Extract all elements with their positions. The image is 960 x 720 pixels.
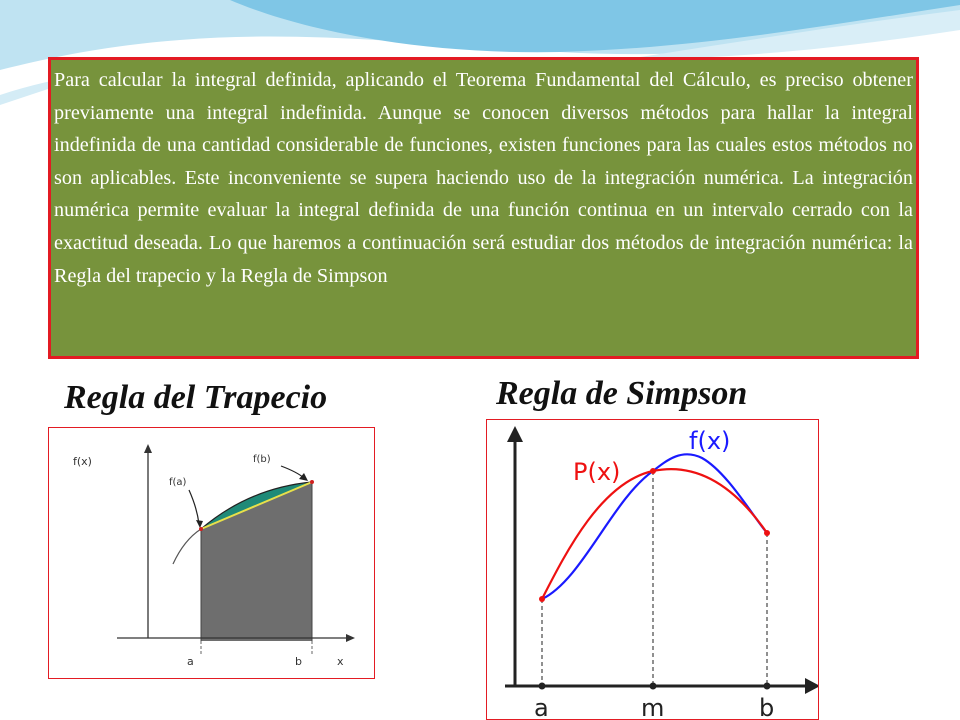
tick-b <box>764 683 771 690</box>
y-axis-arrow <box>507 426 523 442</box>
b-label: b <box>295 655 302 668</box>
trapezoid-diagram <box>49 428 375 679</box>
tick-m <box>650 683 657 690</box>
tick-a <box>539 683 546 690</box>
point-fa <box>199 527 203 531</box>
point-a <box>539 596 545 602</box>
a-label: a <box>187 655 194 668</box>
simpson-rule-figure <box>486 419 819 720</box>
fb-label: f(b) <box>253 454 271 465</box>
trapezoid-rule-figure <box>48 427 375 679</box>
fa-pointer-head <box>196 520 203 528</box>
p-label: P(x) <box>573 458 621 486</box>
trapezoid-rule-heading: Regla del Trapecio <box>64 379 328 416</box>
b-label: b <box>759 694 775 720</box>
fb-pointer-head <box>299 473 308 481</box>
intro-text-box <box>48 57 919 359</box>
fa-label: f(a) <box>169 477 187 488</box>
intro-paragraph: Para calcular la integral definida, aplicando el Teorema Fundamental del Cálculo, es preciso obtener previamente una integral indefinida. Aunque se conocen diversos métodos para hallar la integral indefinida de una cantidad considerable de funciones, existen funciones para las cuales estos métodos no son aplicables. Este inconveniente se supera haciendo uso de la integración numérica. La integración numérica permite evaluar la integral definida de una función continua en un intervalo cerrado con la exactitud deseada. Lo que haremos a continuación será estudiar dos métodos de integración numérica: la Regla del trapecio y la Regla de Simpson <box>54 69 913 287</box>
simpson-rule-heading: Regla de Simpson <box>496 375 748 412</box>
point-fb <box>310 480 314 484</box>
y-axis-arrow <box>144 444 152 453</box>
function-curve-left <box>173 529 201 564</box>
x-axis-arrow <box>805 678 819 694</box>
point-b <box>764 530 770 536</box>
fa-pointer <box>189 490 199 524</box>
x-axis-label: x <box>337 655 344 668</box>
fb-pointer <box>281 466 304 478</box>
f-label: f(x) <box>689 427 731 455</box>
simpson-diagram <box>487 420 819 720</box>
x-axis-arrow <box>346 634 355 642</box>
point-m <box>650 468 656 474</box>
y-axis-label: f(x) <box>73 455 92 468</box>
m-label: m <box>641 694 665 720</box>
a-label: a <box>534 694 549 720</box>
